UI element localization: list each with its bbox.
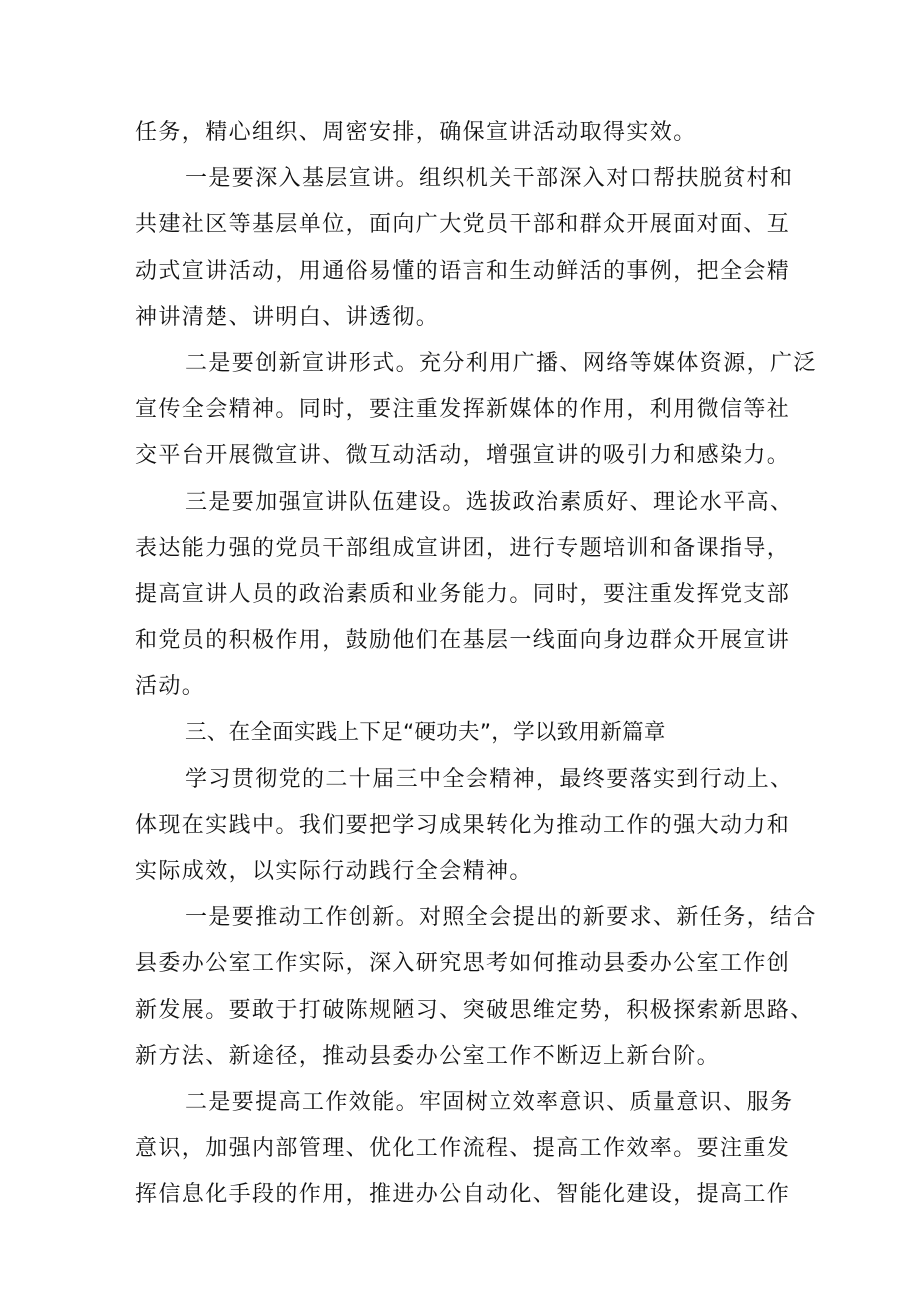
body-text-line: 提高宣讲人员的政治素质和业务能力。同时，要注重发挥党支部 xyxy=(135,581,791,607)
body-text-line: 活动。 xyxy=(135,674,206,700)
body-text-line: 实际成效，以实际行动践行全会精神。 xyxy=(135,859,533,884)
body-text-line: 表达能力强的党员干部组成宣讲团，进行专题培训和备课指导， xyxy=(135,535,791,561)
paragraph-first-line: 二是要提高工作效能。牢固树立效率意识、质量意识、服务 xyxy=(185,1089,794,1115)
body-text-line: 县委办公室工作实际，深入研究思考如何推动县委办公室工作创 xyxy=(135,951,791,977)
body-text-line: 任务，精心组织、周密安排，确保宣讲活动取得实效。 xyxy=(135,120,697,145)
body-text-line: 挥信息化手段的作用，推进办公自动化、智能化建设，提高工作 xyxy=(135,1182,791,1208)
body-text-line: 交平台开展微宣讲、微互动活动，增强宣讲的吸引力和感染力。 xyxy=(135,443,791,469)
body-text-line: 共建社区等基层单位，面向广大党员干部和群众开展面对面、互 xyxy=(135,212,791,238)
paragraph-first-line: 二是要创新宣讲形式。充分利用广播、网络等媒体资源，广泛 xyxy=(185,350,817,376)
paragraph-first-line: 一是要推动工作创新。对照全会提出的新要求、新任务，结合 xyxy=(185,905,817,931)
body-text-line: 新发展。要敢于打破陈规陋习、突破思维定势，积极探索新思路、 xyxy=(135,997,814,1023)
body-text-line: 宣传全会精神。同时，要注重发挥新媒体的作用，利用微信等社 xyxy=(135,397,791,423)
section-heading: 三、在全面实践上下足“硬功夫”，学以致用新篇章 xyxy=(185,720,666,746)
paragraph-first-line: 学习贯彻党的二十届三中全会精神，最终要落实到行动上、 xyxy=(185,766,794,792)
body-text-line: 和党员的积极作用，鼓励他们在基层一线面向身边群众开展宣讲 xyxy=(135,628,791,654)
paragraph-first-line: 一是要深入基层宣讲。组织机关干部深入对口帮扶脱贫村和 xyxy=(185,166,794,192)
document-page xyxy=(135,110,817,1219)
body-text-line: 新方法、新途径，推动县委办公室工作不断迈上新台阶。 xyxy=(135,1043,721,1069)
body-text-line: 意识，加强内部管理、优化工作流程、提高工作效率。要注重发 xyxy=(135,1136,791,1162)
body-text-line: 动式宣讲活动，用通俗易懂的语言和生动鲜活的事例，把全会精 xyxy=(135,258,791,284)
paragraph-first-line: 三是要加强宣讲队伍建设。选拔政治素质好、理论水平高、 xyxy=(185,489,794,515)
body-text-line: 体现在实践中。我们要把学习成果转化为推动工作的强大动力和 xyxy=(135,812,791,838)
body-text-line: 神讲清楚、讲明白、讲透彻。 xyxy=(135,304,440,330)
